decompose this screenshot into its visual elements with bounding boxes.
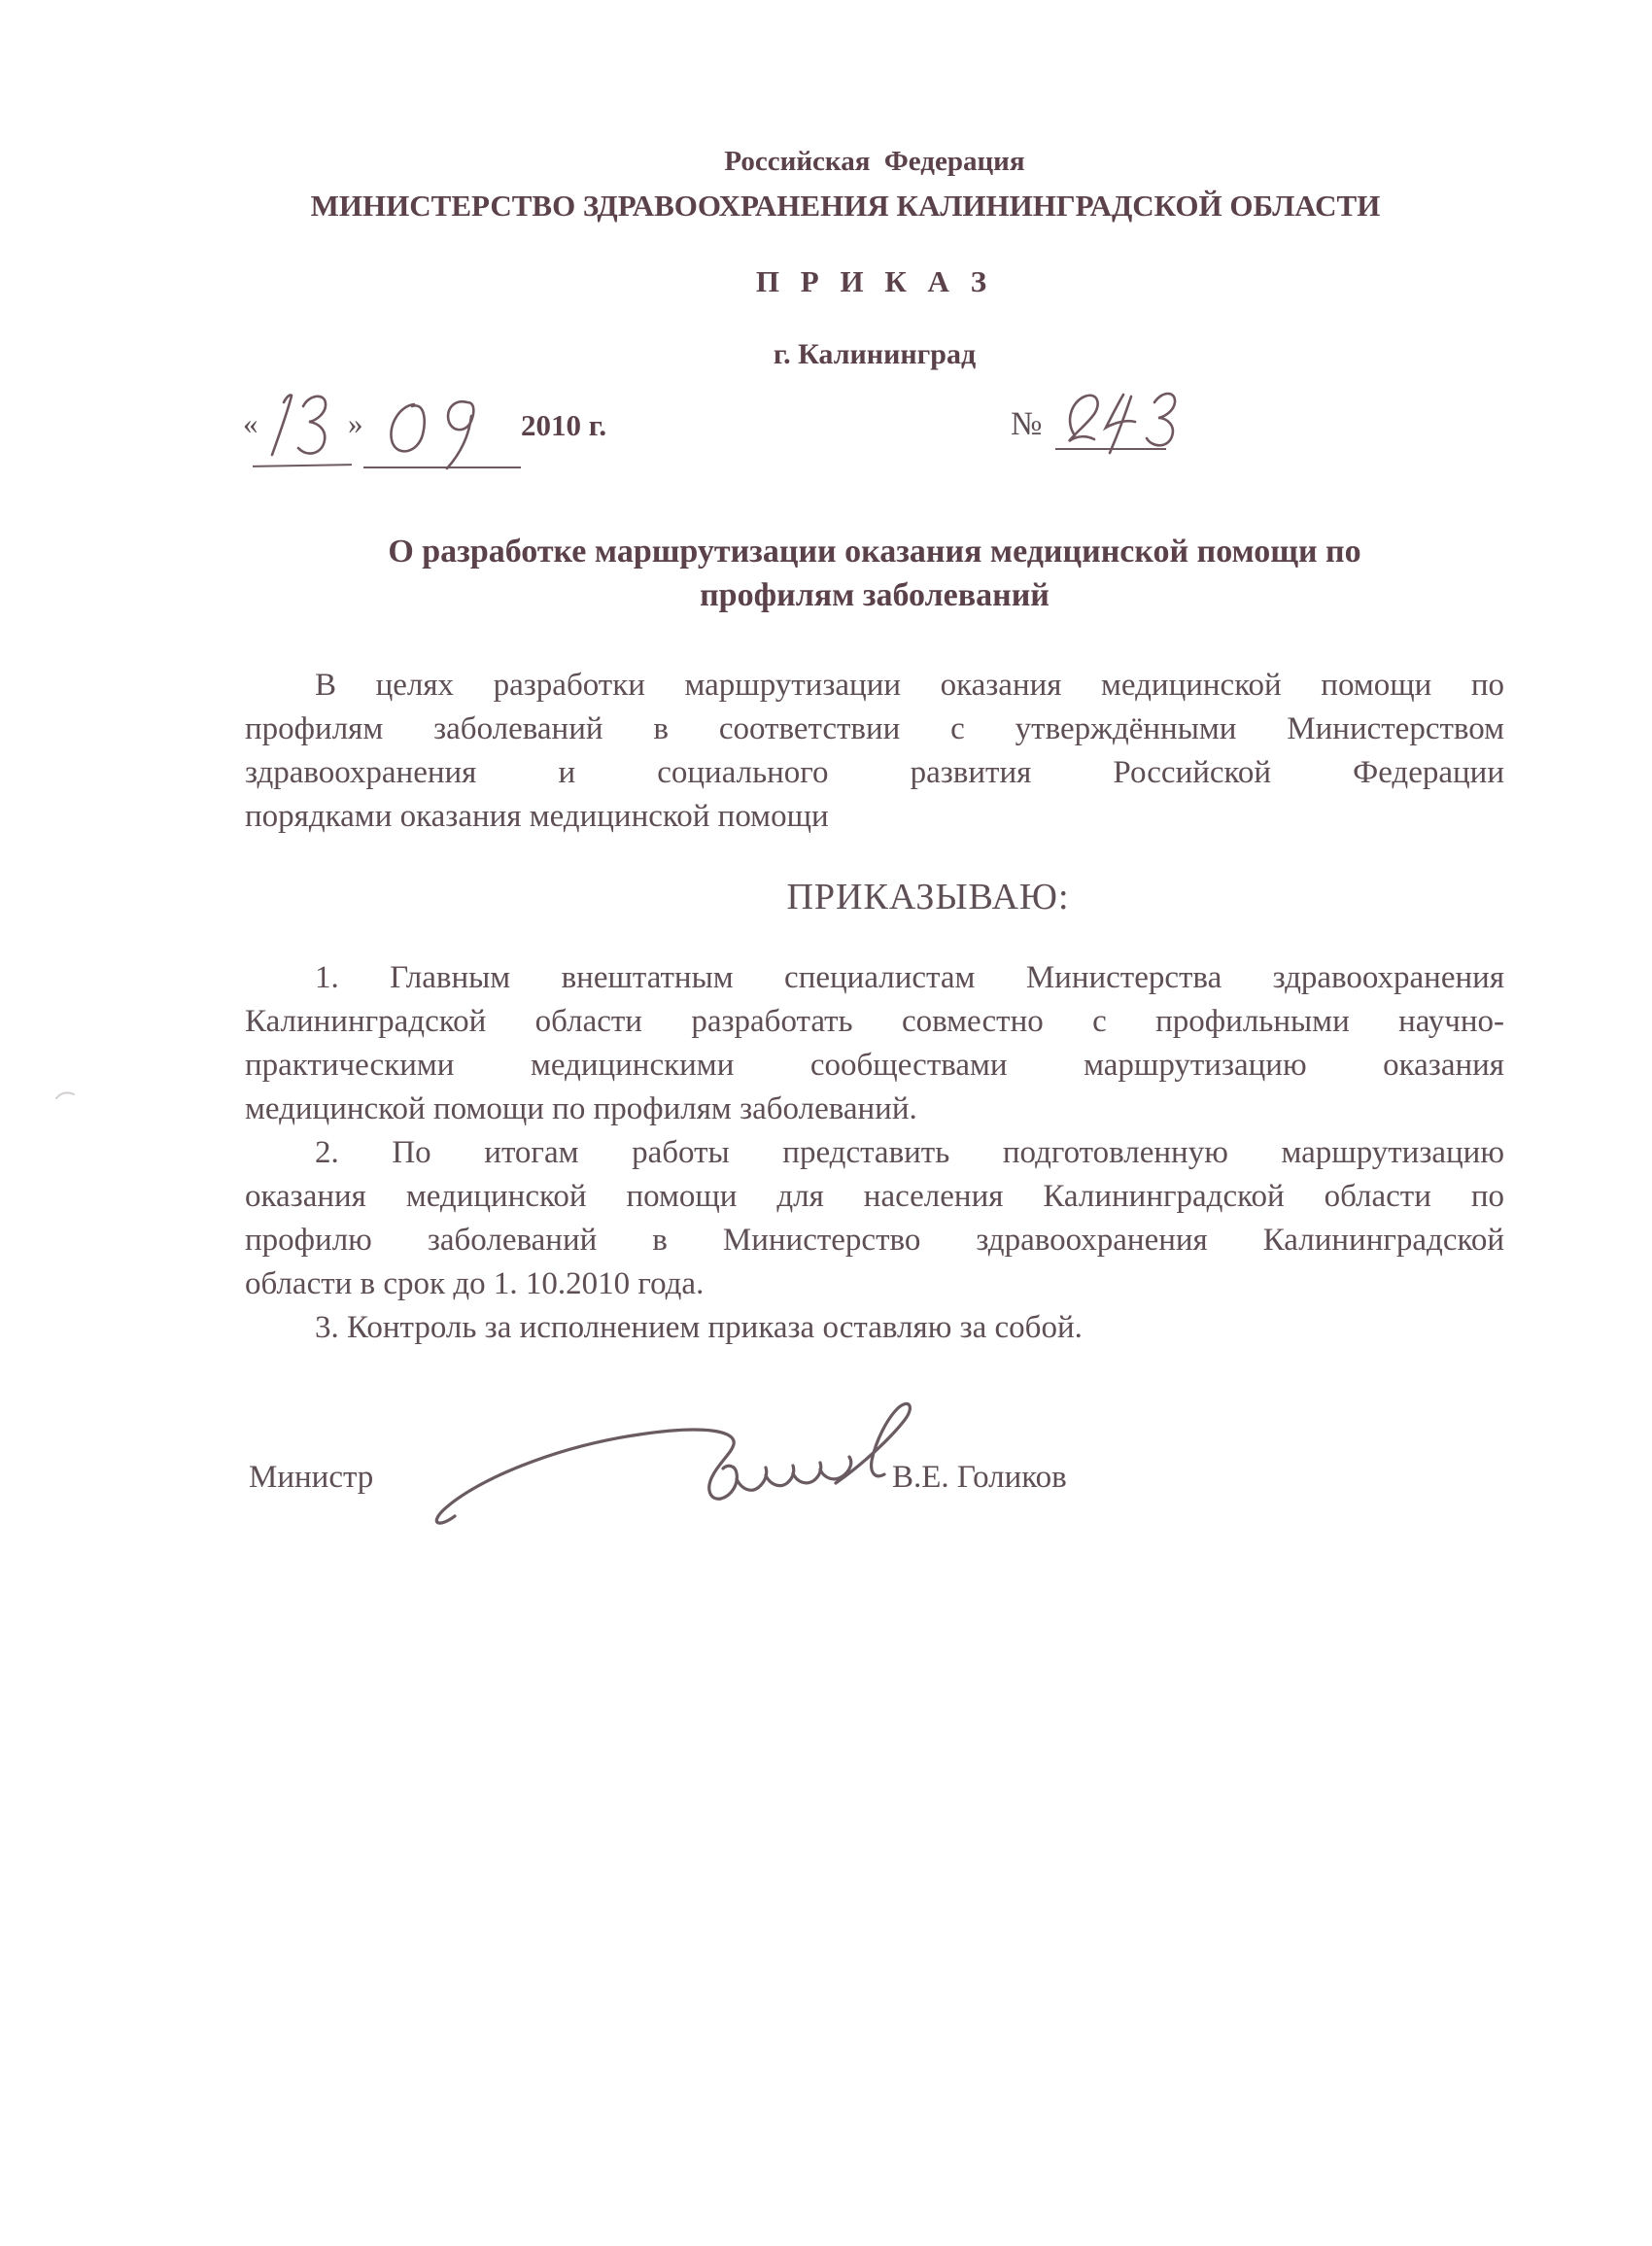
preamble-line: В целях разработки маршрутизации оказания медицинской помощи по [315, 668, 1504, 703]
order-item-line: медицинской помощи по профилям заболеваний. [245, 1091, 917, 1126]
signer-position-label: Министр [249, 1460, 374, 1495]
doc-title-line2: профилям заболеваний [700, 577, 1050, 613]
order-item-line: области в срок до 1. 10.2010 года. [245, 1266, 705, 1301]
handwritten-day [255, 387, 344, 468]
order-item-line: профилю заболеваний в Министерство здравоохранения Калининградской [245, 1223, 1504, 1258]
preamble-line: здравоохранения и социального развития Российской Федерации [245, 755, 1504, 790]
preamble-line: профилям заболеваний в соответствии с утверждёнными Министерством [245, 711, 1504, 746]
order-item-line: 2. По итогам работы представить подготовленную маршрутизацию [315, 1135, 1504, 1170]
letterhead-ministry: МИНИСТЕРСТВО ЗДРАВООХРАНЕНИЯ КАЛИНИНГРАДСКОЙ ОБЛАСТИ [310, 189, 1381, 223]
letterhead-country: Российская Федерация [724, 146, 1025, 177]
scan-artifact-mark [53, 1085, 77, 1104]
order-item-line: Калининградской области разработать совместно с профильными научно- [245, 1004, 1504, 1039]
doc-title [245, 530, 1504, 617]
order-item-1 [245, 956, 1504, 1131]
document-type-heading: П Р И К А З [755, 264, 994, 298]
order-item-line: 3. Контроль за исполнением приказа оставляю за собой. [315, 1310, 1083, 1345]
preamble-paragraph [245, 664, 1504, 839]
preamble-line: порядками оказания медицинской помощи [245, 799, 829, 834]
order-item-3 [245, 1306, 1504, 1350]
date-open-quote: « [243, 406, 258, 440]
number-sign: № [1011, 406, 1043, 442]
document-city: г. Калининград [773, 338, 977, 370]
order-item-line: оказания медицинской помощи для населения Калининградской области по [245, 1179, 1504, 1214]
signature-scribble [416, 1390, 926, 1555]
handwritten-month [375, 387, 503, 476]
signer-name: В.Е. Голиков [892, 1460, 1067, 1495]
order-item-line: практическими медицинскими сообществами маршрутизацию оказания [245, 1048, 1504, 1083]
handwritten-order-number [1051, 381, 1199, 457]
order-item-line: 1. Главным внештатным специалистам Министерства здравоохранения [315, 960, 1504, 995]
date-close-quote: » [348, 406, 363, 440]
order-item-2 [245, 1131, 1504, 1306]
doc-title-line1: О разработке маршрутизации оказания медицинской помощи по [388, 534, 1361, 570]
order-word: ПРИКАЗЫВАЮ: [786, 877, 1070, 917]
date-year-label: 2010 г. [521, 408, 607, 442]
